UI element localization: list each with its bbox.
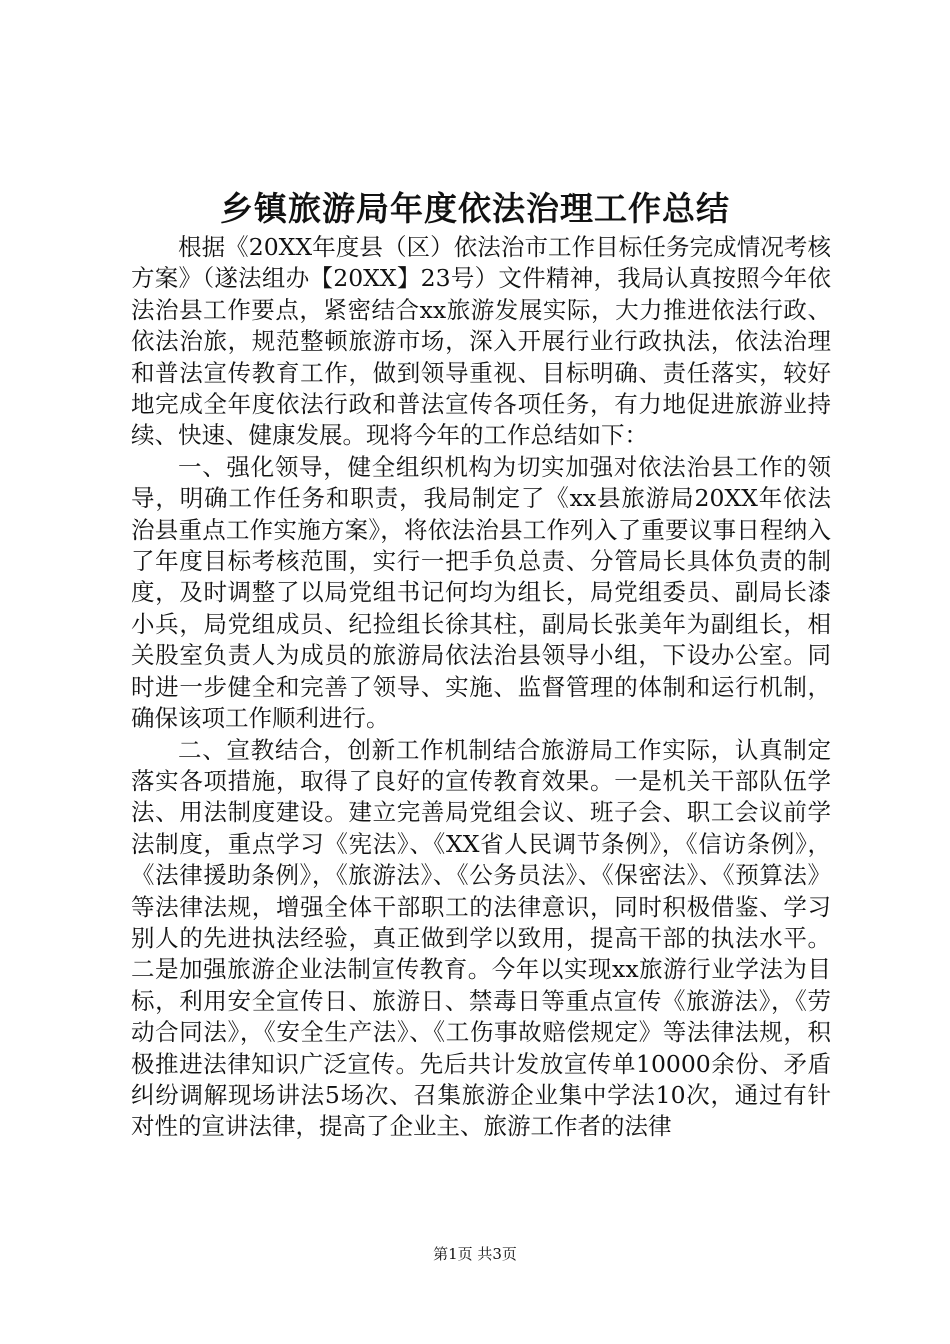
document-body [131,232,831,1143]
intro-paragraph: 根据《20XX年度县（区）依法治市工作目标任务完成情况考核方案》（遂法组办【20XX】23号）文件精神，我局认真按照今年依法治县工作要点，紧密结合xx旅游发展实际，大力推进依法行政、依法治旅，规范整顿旅游市场，深入开展行业行政执法，依法治理和普法宣传教育工作，做到领导重视、目标明确、责任落实，较好地完成全年度依法行政和普法宣传各项任务，有力地促进旅游业持续、快速、健康发展。现将今年的工作总结如下： [131,233,831,450]
section-two-paragraph: 二、宣教结合，创新工作机制结合旅游局工作实际，认真制定落实各项措施，取得了良好的宣传教育效果。一是机关干部队伍学法、用法制度建设。建立完善局党组会议、班子会、职工会议前学法制度，重点学习《宪法》、《XX省人民调节条例》，《信访条例》，《法律援助条例》，《旅游法》、《公务员法》、《保密法》、《预算法》等法律法规，增强全体干部职工的法律意识，同时积极借鉴、学习别人的先进执法经验，真正做到学以致用，提高干部的执法水平。二是加强旅游企业法制宣传教育。今年以实现xx旅游行业学法为目标，利用安全宣传日、旅游日、禁毒日等重点宣传《旅游法》，《劳动合同法》，《安全生产法》、《工伤事故赔偿规定》等法律法规，积极推进法律知识广泛宣传。先后共计发放宣传单10000余份、矛盾纠纷调解现场讲法5场次、召集旅游企业集中学法10次，通过有针对性的宣讲法律，提高了企业主、旅游工作者的法律 [131,735,831,1141]
page-footer: 第1页 共3页 [433,1245,517,1263]
section-one-paragraph: 一、强化领导，健全组织机构为切实加强对依法治县工作的领导，明确工作任务和职责，我局制定了《xx县旅游局20XX年依法治县重点工作实施方案》，将依法治县工作列入了重要议事日程纳入了年度目标考核范围，实行一把手负总责、分管局长具体负责的制度，及时调整了以局党组书记何均为组长，局党组委员、副局长漆小兵，局党组成员、纪捡组长徐其柱，副局长张美年为副组长，相关股室负责人为成员的旅游局依法治县领导小组，下设办公室。同时进一步健全和完善了领导、实施、监督管理的体制和运行机制，确保该项工作顺利进行。 [131,452,831,733]
document-title: 乡镇旅游局年度依法治理工作总结 [220,189,730,228]
